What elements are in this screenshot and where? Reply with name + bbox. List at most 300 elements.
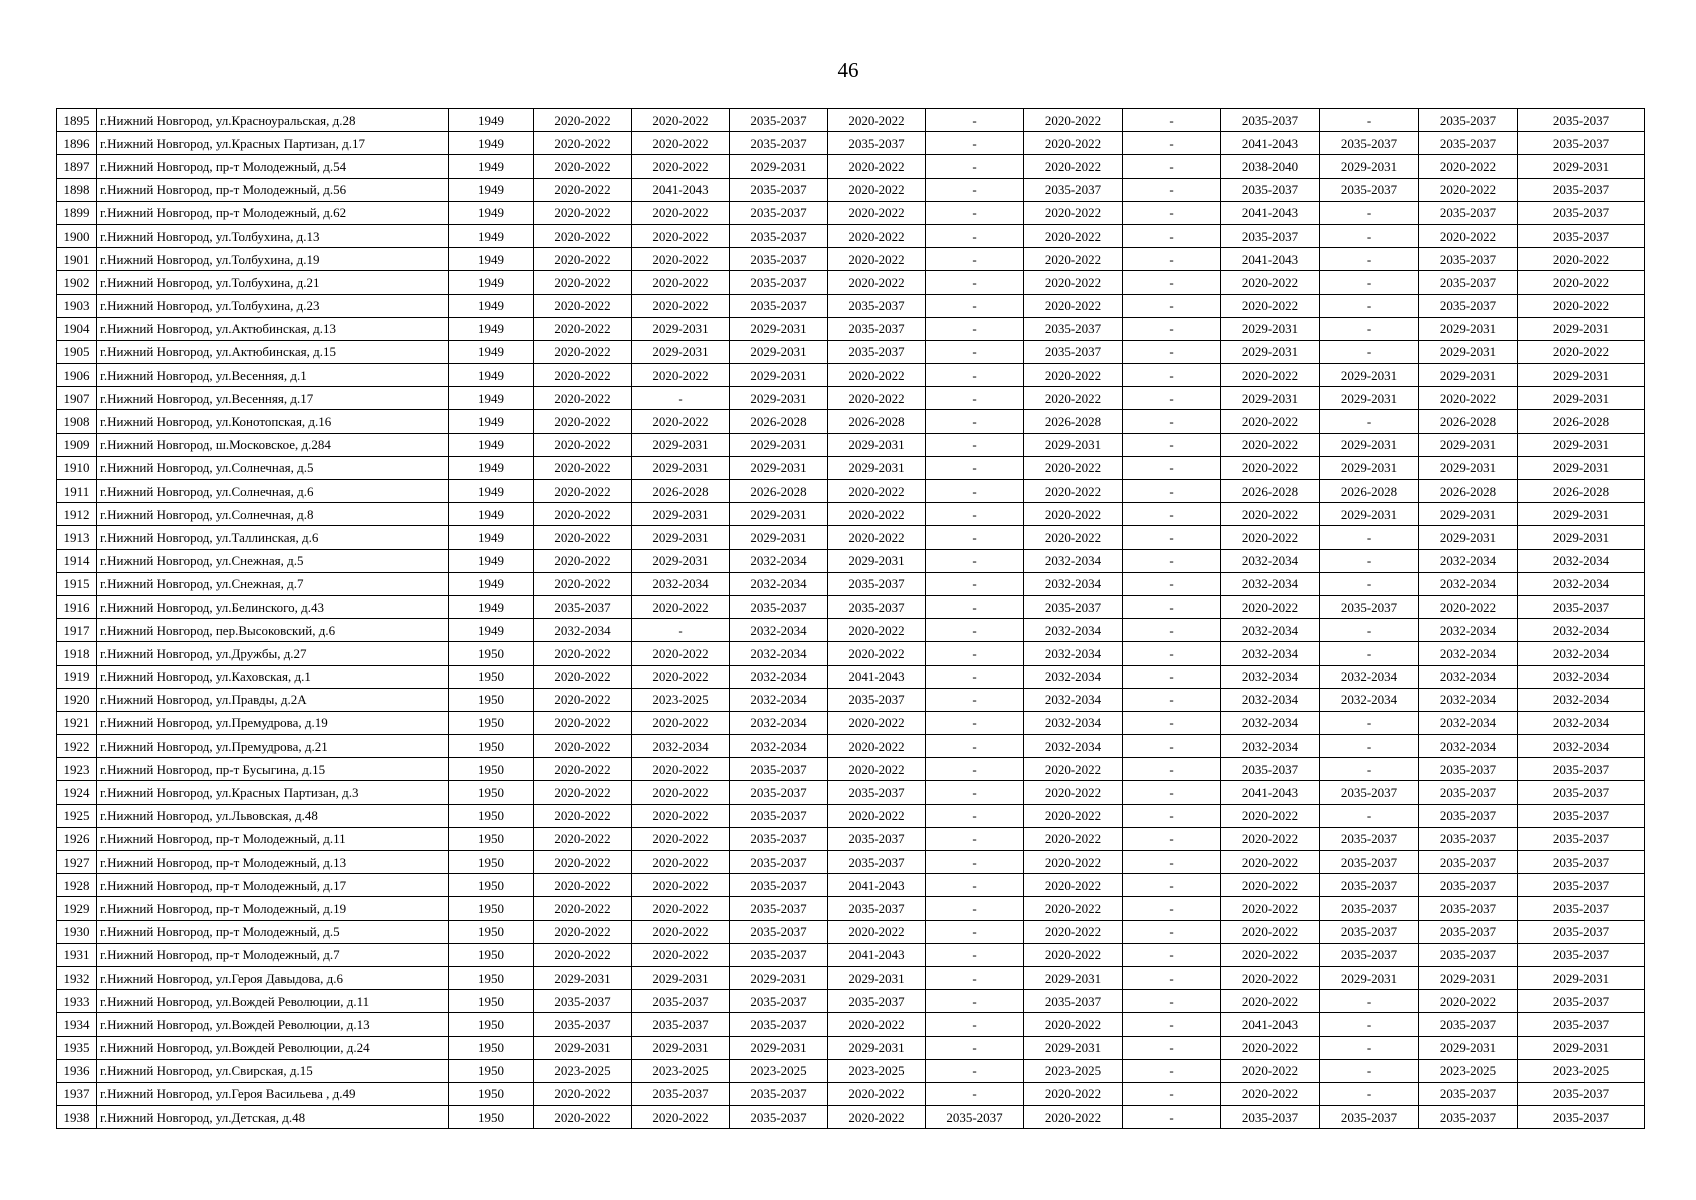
period-cell-6: 2020-2022 (1024, 943, 1123, 966)
period-cell-10: 2035-2037 (1419, 804, 1518, 827)
period-cell-10: 2035-2037 (1419, 897, 1518, 920)
period-cell-10: 2035-2037 (1419, 109, 1518, 132)
period-cell-11: 2035-2037 (1518, 920, 1645, 943)
period-cell-11: 2032-2034 (1518, 688, 1645, 711)
address-cell: г.Нижний Новгород, ул.Красноуральская, д.28 (97, 109, 449, 132)
period-cell-4: 2035-2037 (828, 132, 926, 155)
period-cell-9: 2035-2037 (1320, 178, 1419, 201)
period-cell-6: 2020-2022 (1024, 480, 1123, 503)
period-cell-7: - (1123, 340, 1221, 363)
row-number-cell: 1919 (57, 665, 97, 688)
period-cell-9: - (1320, 804, 1419, 827)
row-number-cell: 1907 (57, 387, 97, 410)
period-cell-8: 2020-2022 (1221, 595, 1320, 618)
address-cell: г.Нижний Новгород, ул.Львовская, д.48 (97, 804, 449, 827)
table-body (57, 109, 1645, 1129)
period-cell-6: 2020-2022 (1024, 1013, 1123, 1036)
period-cell-10: 2032-2034 (1419, 642, 1518, 665)
table-row (57, 155, 1645, 178)
period-cell-1: 2020-2022 (534, 433, 632, 456)
year-cell: 1949 (449, 456, 534, 479)
period-cell-5: - (926, 132, 1024, 155)
table-row (57, 920, 1645, 943)
year-cell: 1949 (449, 340, 534, 363)
period-cell-8: 2020-2022 (1221, 410, 1320, 433)
address-cell: г.Нижний Новгород, ул.Весенняя, д.17 (97, 387, 449, 410)
period-cell-6: 2020-2022 (1024, 271, 1123, 294)
period-cell-10: 2029-2031 (1419, 526, 1518, 549)
period-cell-4: 2035-2037 (828, 688, 926, 711)
period-cell-4: 2020-2022 (828, 804, 926, 827)
period-cell-9: 2029-2031 (1320, 966, 1419, 989)
period-cell-4: 2035-2037 (828, 851, 926, 874)
period-cell-10: 2035-2037 (1419, 758, 1518, 781)
period-cell-2: 2023-2025 (632, 688, 730, 711)
period-cell-7: - (1123, 433, 1221, 456)
period-cell-7: - (1123, 155, 1221, 178)
period-cell-4: 2035-2037 (828, 595, 926, 618)
period-cell-11: 2032-2034 (1518, 665, 1645, 688)
address-cell: г.Нижний Новгород, пр-т Молодежный, д.7 (97, 943, 449, 966)
period-cell-6: 2032-2034 (1024, 549, 1123, 572)
table-row (57, 642, 1645, 665)
period-cell-4: 2035-2037 (828, 990, 926, 1013)
period-cell-6: 2032-2034 (1024, 572, 1123, 595)
period-cell-6: 2020-2022 (1024, 781, 1123, 804)
period-cell-2: 2020-2022 (632, 920, 730, 943)
row-number-cell: 1896 (57, 132, 97, 155)
address-cell: г.Нижний Новгород, пр-т Молодежный, д.13 (97, 851, 449, 874)
period-cell-4: 2035-2037 (828, 340, 926, 363)
period-cell-1: 2023-2025 (534, 1059, 632, 1082)
period-cell-11: 2035-2037 (1518, 224, 1645, 247)
period-cell-2: 2032-2034 (632, 735, 730, 758)
period-cell-4: 2020-2022 (828, 735, 926, 758)
period-cell-7: - (1123, 201, 1221, 224)
period-cell-1: 2020-2022 (534, 201, 632, 224)
period-cell-3: 2035-2037 (730, 758, 828, 781)
period-cell-9: - (1320, 642, 1419, 665)
period-cell-2: 2020-2022 (632, 781, 730, 804)
row-number-cell: 1916 (57, 595, 97, 618)
period-cell-8: 2041-2043 (1221, 781, 1320, 804)
period-cell-7: - (1123, 387, 1221, 410)
year-cell: 1950 (449, 711, 534, 734)
address-cell: г.Нижний Новгород, ул.Красных Партизан, д.3 (97, 781, 449, 804)
period-cell-2: 2020-2022 (632, 1106, 730, 1129)
period-cell-3: 2029-2031 (730, 317, 828, 340)
year-cell: 1950 (449, 1082, 534, 1105)
table-row (57, 132, 1645, 155)
period-cell-1: 2020-2022 (534, 758, 632, 781)
period-cell-2: 2032-2034 (632, 572, 730, 595)
period-cell-6: 2032-2034 (1024, 711, 1123, 734)
period-cell-2: 2029-2031 (632, 503, 730, 526)
table-row (57, 665, 1645, 688)
period-cell-2: 2020-2022 (632, 271, 730, 294)
period-cell-2: 2026-2028 (632, 480, 730, 503)
period-cell-3: 2029-2031 (730, 433, 828, 456)
period-cell-8: 2020-2022 (1221, 990, 1320, 1013)
table-row (57, 572, 1645, 595)
period-cell-4: 2035-2037 (828, 294, 926, 317)
period-cell-11: 2020-2022 (1518, 271, 1645, 294)
period-cell-7: - (1123, 874, 1221, 897)
period-cell-10: 2035-2037 (1419, 132, 1518, 155)
row-number-cell: 1902 (57, 271, 97, 294)
period-cell-4: 2041-2043 (828, 874, 926, 897)
year-cell: 1950 (449, 804, 534, 827)
period-cell-3: 2029-2031 (730, 1036, 828, 1059)
address-cell: г.Нижний Новгород, пр-т Молодежный, д.11 (97, 827, 449, 850)
address-cell: г.Нижний Новгород, ул.Каховская, д.1 (97, 665, 449, 688)
row-number-cell: 1917 (57, 619, 97, 642)
table-row (57, 619, 1645, 642)
period-cell-8: 2020-2022 (1221, 1036, 1320, 1059)
year-cell: 1949 (449, 572, 534, 595)
row-number-cell: 1903 (57, 294, 97, 317)
period-cell-8: 2029-2031 (1221, 340, 1320, 363)
row-number-cell: 1905 (57, 340, 97, 363)
period-cell-1: 2020-2022 (534, 155, 632, 178)
address-cell: г.Нижний Новгород, ул.Толбухина, д.21 (97, 271, 449, 294)
address-cell: г.Нижний Новгород, ул.Красных Партизан, д.17 (97, 132, 449, 155)
period-cell-9: 2035-2037 (1320, 874, 1419, 897)
period-cell-5: - (926, 1013, 1024, 1036)
period-cell-9: - (1320, 526, 1419, 549)
year-cell: 1950 (449, 897, 534, 920)
period-cell-2: - (632, 387, 730, 410)
period-cell-1: 2020-2022 (534, 572, 632, 595)
period-cell-8: 2041-2043 (1221, 201, 1320, 224)
period-cell-3: 2032-2034 (730, 619, 828, 642)
period-cell-11: 2029-2031 (1518, 526, 1645, 549)
address-cell: г.Нижний Новгород, ул.Дружбы, д.27 (97, 642, 449, 665)
year-cell: 1949 (449, 317, 534, 340)
period-cell-1: 2020-2022 (534, 271, 632, 294)
period-cell-9: 2029-2031 (1320, 387, 1419, 410)
period-cell-7: - (1123, 804, 1221, 827)
period-cell-5: - (926, 480, 1024, 503)
period-cell-2: 2020-2022 (632, 155, 730, 178)
table-row (57, 248, 1645, 271)
period-cell-5: - (926, 920, 1024, 943)
period-cell-4: 2020-2022 (828, 480, 926, 503)
period-cell-4: 2035-2037 (828, 317, 926, 340)
period-cell-10: 2029-2031 (1419, 317, 1518, 340)
table-row (57, 317, 1645, 340)
period-cell-7: - (1123, 294, 1221, 317)
year-cell: 1949 (449, 178, 534, 201)
table-row (57, 897, 1645, 920)
period-cell-9: - (1320, 572, 1419, 595)
period-cell-10: 2035-2037 (1419, 1106, 1518, 1129)
period-cell-8: 2020-2022 (1221, 433, 1320, 456)
period-cell-3: 2035-2037 (730, 178, 828, 201)
period-cell-4: 2020-2022 (828, 201, 926, 224)
period-cell-2: 2029-2031 (632, 317, 730, 340)
period-cell-3: 2029-2031 (730, 966, 828, 989)
period-cell-11: 2029-2031 (1518, 317, 1645, 340)
period-cell-10: 2035-2037 (1419, 248, 1518, 271)
period-cell-6: 2020-2022 (1024, 1106, 1123, 1129)
period-cell-1: 2020-2022 (534, 665, 632, 688)
period-cell-3: 2032-2034 (730, 572, 828, 595)
period-cell-10: 2020-2022 (1419, 387, 1518, 410)
address-cell: г.Нижний Новгород, ш.Московское, д.284 (97, 433, 449, 456)
table-row (57, 990, 1645, 1013)
period-cell-1: 2020-2022 (534, 920, 632, 943)
period-cell-5: - (926, 109, 1024, 132)
period-cell-11: 2035-2037 (1518, 827, 1645, 850)
year-cell: 1950 (449, 1106, 534, 1129)
row-number-cell: 1899 (57, 201, 97, 224)
period-cell-8: 2032-2034 (1221, 572, 1320, 595)
period-cell-7: - (1123, 943, 1221, 966)
period-cell-11: 2035-2037 (1518, 897, 1645, 920)
period-cell-2: 2020-2022 (632, 248, 730, 271)
period-cell-10: 2029-2031 (1419, 364, 1518, 387)
row-number-cell: 1924 (57, 781, 97, 804)
period-cell-2: 2020-2022 (632, 758, 730, 781)
year-cell: 1950 (449, 642, 534, 665)
period-cell-10: 2035-2037 (1419, 201, 1518, 224)
period-cell-6: 2020-2022 (1024, 387, 1123, 410)
row-number-cell: 1897 (57, 155, 97, 178)
period-cell-10: 2035-2037 (1419, 1082, 1518, 1105)
period-cell-11: 2032-2034 (1518, 572, 1645, 595)
period-cell-7: - (1123, 526, 1221, 549)
year-cell: 1949 (449, 132, 534, 155)
period-cell-4: 2035-2037 (828, 572, 926, 595)
period-cell-3: 2029-2031 (730, 503, 828, 526)
period-cell-7: - (1123, 480, 1221, 503)
period-cell-9: 2035-2037 (1320, 595, 1419, 618)
period-cell-3: 2035-2037 (730, 248, 828, 271)
period-cell-10: 2020-2022 (1419, 224, 1518, 247)
year-cell: 1949 (449, 387, 534, 410)
table-row (57, 201, 1645, 224)
address-cell: г.Нижний Новгород, ул.Актюбинская, д.13 (97, 317, 449, 340)
period-cell-11: 2020-2022 (1518, 248, 1645, 271)
period-cell-7: - (1123, 595, 1221, 618)
table-row (57, 480, 1645, 503)
period-cell-4: 2029-2031 (828, 1036, 926, 1059)
period-cell-7: - (1123, 642, 1221, 665)
period-cell-9: - (1320, 109, 1419, 132)
period-cell-8: 2035-2037 (1221, 178, 1320, 201)
year-cell: 1950 (449, 874, 534, 897)
period-cell-1: 2020-2022 (534, 503, 632, 526)
period-cell-9: - (1320, 410, 1419, 433)
period-cell-6: 2032-2034 (1024, 665, 1123, 688)
table-row (57, 1082, 1645, 1105)
period-cell-9: 2029-2031 (1320, 364, 1419, 387)
period-cell-1: 2020-2022 (534, 874, 632, 897)
period-cell-1: 2020-2022 (534, 827, 632, 850)
period-cell-6: 2035-2037 (1024, 340, 1123, 363)
period-cell-1: 2029-2031 (534, 966, 632, 989)
row-number-cell: 1912 (57, 503, 97, 526)
address-cell: г.Нижний Новгород, ул.Конотопская, д.16 (97, 410, 449, 433)
period-cell-6: 2029-2031 (1024, 1036, 1123, 1059)
period-cell-5: - (926, 201, 1024, 224)
period-cell-1: 2020-2022 (534, 1082, 632, 1105)
period-cell-10: 2020-2022 (1419, 990, 1518, 1013)
period-cell-6: 2020-2022 (1024, 456, 1123, 479)
period-cell-11: 2035-2037 (1518, 201, 1645, 224)
page-number: 46 (837, 58, 859, 82)
period-cell-2: 2020-2022 (632, 827, 730, 850)
period-cell-6: 2029-2031 (1024, 966, 1123, 989)
period-cell-8: 2032-2034 (1221, 665, 1320, 688)
period-cell-10: 2032-2034 (1419, 619, 1518, 642)
year-cell: 1949 (449, 410, 534, 433)
period-cell-10: 2032-2034 (1419, 572, 1518, 595)
period-cell-10: 2032-2034 (1419, 688, 1518, 711)
period-cell-8: 2041-2043 (1221, 248, 1320, 271)
period-cell-7: - (1123, 1059, 1221, 1082)
year-cell: 1950 (449, 990, 534, 1013)
period-cell-8: 2032-2034 (1221, 619, 1320, 642)
address-cell: г.Нижний Новгород, ул.Вождей Революции, д.11 (97, 990, 449, 1013)
period-cell-4: 2020-2022 (828, 526, 926, 549)
period-cell-6: 2020-2022 (1024, 1082, 1123, 1105)
period-cell-8: 2038-2040 (1221, 155, 1320, 178)
period-cell-5: - (926, 155, 1024, 178)
period-cell-8: 2035-2037 (1221, 758, 1320, 781)
address-cell: г.Нижний Новгород, ул.Таллинская, д.6 (97, 526, 449, 549)
period-cell-6: 2032-2034 (1024, 735, 1123, 758)
period-cell-3: 2032-2034 (730, 642, 828, 665)
period-cell-1: 2020-2022 (534, 897, 632, 920)
period-cell-2: 2020-2022 (632, 642, 730, 665)
row-number-cell: 1936 (57, 1059, 97, 1082)
period-cell-1: 2020-2022 (534, 735, 632, 758)
table-row (57, 364, 1645, 387)
period-cell-3: 2035-2037 (730, 294, 828, 317)
address-cell: г.Нижний Новгород, ул.Снежная, д.5 (97, 549, 449, 572)
address-cell: г.Нижний Новгород, пр-т Молодежный, д.54 (97, 155, 449, 178)
period-cell-10: 2029-2031 (1419, 456, 1518, 479)
row-number-cell: 1928 (57, 874, 97, 897)
period-cell-5: - (926, 294, 1024, 317)
period-cell-8: 2032-2034 (1221, 688, 1320, 711)
table-row (57, 456, 1645, 479)
year-cell: 1949 (449, 526, 534, 549)
period-cell-10: 2035-2037 (1419, 874, 1518, 897)
period-cell-5: - (926, 711, 1024, 734)
period-cell-9: - (1320, 224, 1419, 247)
period-cell-9: - (1320, 1059, 1419, 1082)
period-cell-11: 2035-2037 (1518, 1082, 1645, 1105)
period-cell-5: - (926, 317, 1024, 340)
address-cell: г.Нижний Новгород, ул.Вождей Революции, д.24 (97, 1036, 449, 1059)
period-cell-1: 2020-2022 (534, 711, 632, 734)
year-cell: 1950 (449, 1059, 534, 1082)
address-cell: г.Нижний Новгород, ул.Вождей Революции, д.13 (97, 1013, 449, 1036)
period-cell-2: 2023-2025 (632, 1059, 730, 1082)
period-cell-1: 2020-2022 (534, 387, 632, 410)
period-cell-7: - (1123, 665, 1221, 688)
period-cell-8: 2041-2043 (1221, 1013, 1320, 1036)
year-cell: 1949 (449, 109, 534, 132)
period-cell-3: 2029-2031 (730, 155, 828, 178)
period-cell-5: - (926, 804, 1024, 827)
table-row (57, 804, 1645, 827)
period-cell-1: 2020-2022 (534, 340, 632, 363)
period-cell-5: - (926, 758, 1024, 781)
period-cell-3: 2032-2034 (730, 688, 828, 711)
period-cell-7: - (1123, 271, 1221, 294)
period-cell-6: 2020-2022 (1024, 155, 1123, 178)
period-cell-4: 2035-2037 (828, 827, 926, 850)
table-row (57, 340, 1645, 363)
period-cell-4: 2020-2022 (828, 642, 926, 665)
period-cell-6: 2035-2037 (1024, 317, 1123, 340)
period-cell-4: 2020-2022 (828, 1106, 926, 1129)
period-cell-3: 2035-2037 (730, 920, 828, 943)
period-cell-9: - (1320, 340, 1419, 363)
period-cell-4: 2029-2031 (828, 456, 926, 479)
period-cell-9: - (1320, 549, 1419, 572)
period-cell-2: 2029-2031 (632, 1036, 730, 1059)
period-cell-7: - (1123, 109, 1221, 132)
period-cell-6: 2020-2022 (1024, 248, 1123, 271)
period-cell-7: - (1123, 549, 1221, 572)
period-cell-4: 2020-2022 (828, 920, 926, 943)
period-cell-3: 2029-2031 (730, 387, 828, 410)
period-cell-9: - (1320, 294, 1419, 317)
period-cell-4: 2020-2022 (828, 248, 926, 271)
table-row (57, 271, 1645, 294)
row-number-cell: 1910 (57, 456, 97, 479)
period-cell-2: - (632, 619, 730, 642)
period-cell-3: 2035-2037 (730, 1082, 828, 1105)
period-cell-9: - (1320, 619, 1419, 642)
table-row (57, 735, 1645, 758)
period-cell-7: - (1123, 966, 1221, 989)
period-cell-4: 2035-2037 (828, 897, 926, 920)
period-cell-4: 2041-2043 (828, 943, 926, 966)
period-cell-7: - (1123, 503, 1221, 526)
period-cell-8: 2020-2022 (1221, 943, 1320, 966)
period-cell-1: 2020-2022 (534, 1106, 632, 1129)
period-cell-1: 2020-2022 (534, 642, 632, 665)
period-cell-2: 2020-2022 (632, 897, 730, 920)
row-number-cell: 1911 (57, 480, 97, 503)
period-cell-10: 2026-2028 (1419, 410, 1518, 433)
period-cell-6: 2020-2022 (1024, 851, 1123, 874)
period-cell-3: 2035-2037 (730, 781, 828, 804)
period-cell-1: 2032-2034 (534, 619, 632, 642)
period-cell-8: 2020-2022 (1221, 456, 1320, 479)
period-cell-3: 2023-2025 (730, 1059, 828, 1082)
period-cell-4: 2020-2022 (828, 503, 926, 526)
period-cell-11: 2035-2037 (1518, 1106, 1645, 1129)
period-cell-5: - (926, 503, 1024, 526)
period-cell-8: 2020-2022 (1221, 827, 1320, 850)
period-cell-11: 2035-2037 (1518, 990, 1645, 1013)
period-cell-6: 2020-2022 (1024, 132, 1123, 155)
period-cell-9: - (1320, 1082, 1419, 1105)
period-cell-7: - (1123, 920, 1221, 943)
period-cell-3: 2026-2028 (730, 410, 828, 433)
period-cell-9: 2035-2037 (1320, 851, 1419, 874)
table-row (57, 1106, 1645, 1129)
period-cell-7: - (1123, 364, 1221, 387)
period-cell-7: - (1123, 1013, 1221, 1036)
